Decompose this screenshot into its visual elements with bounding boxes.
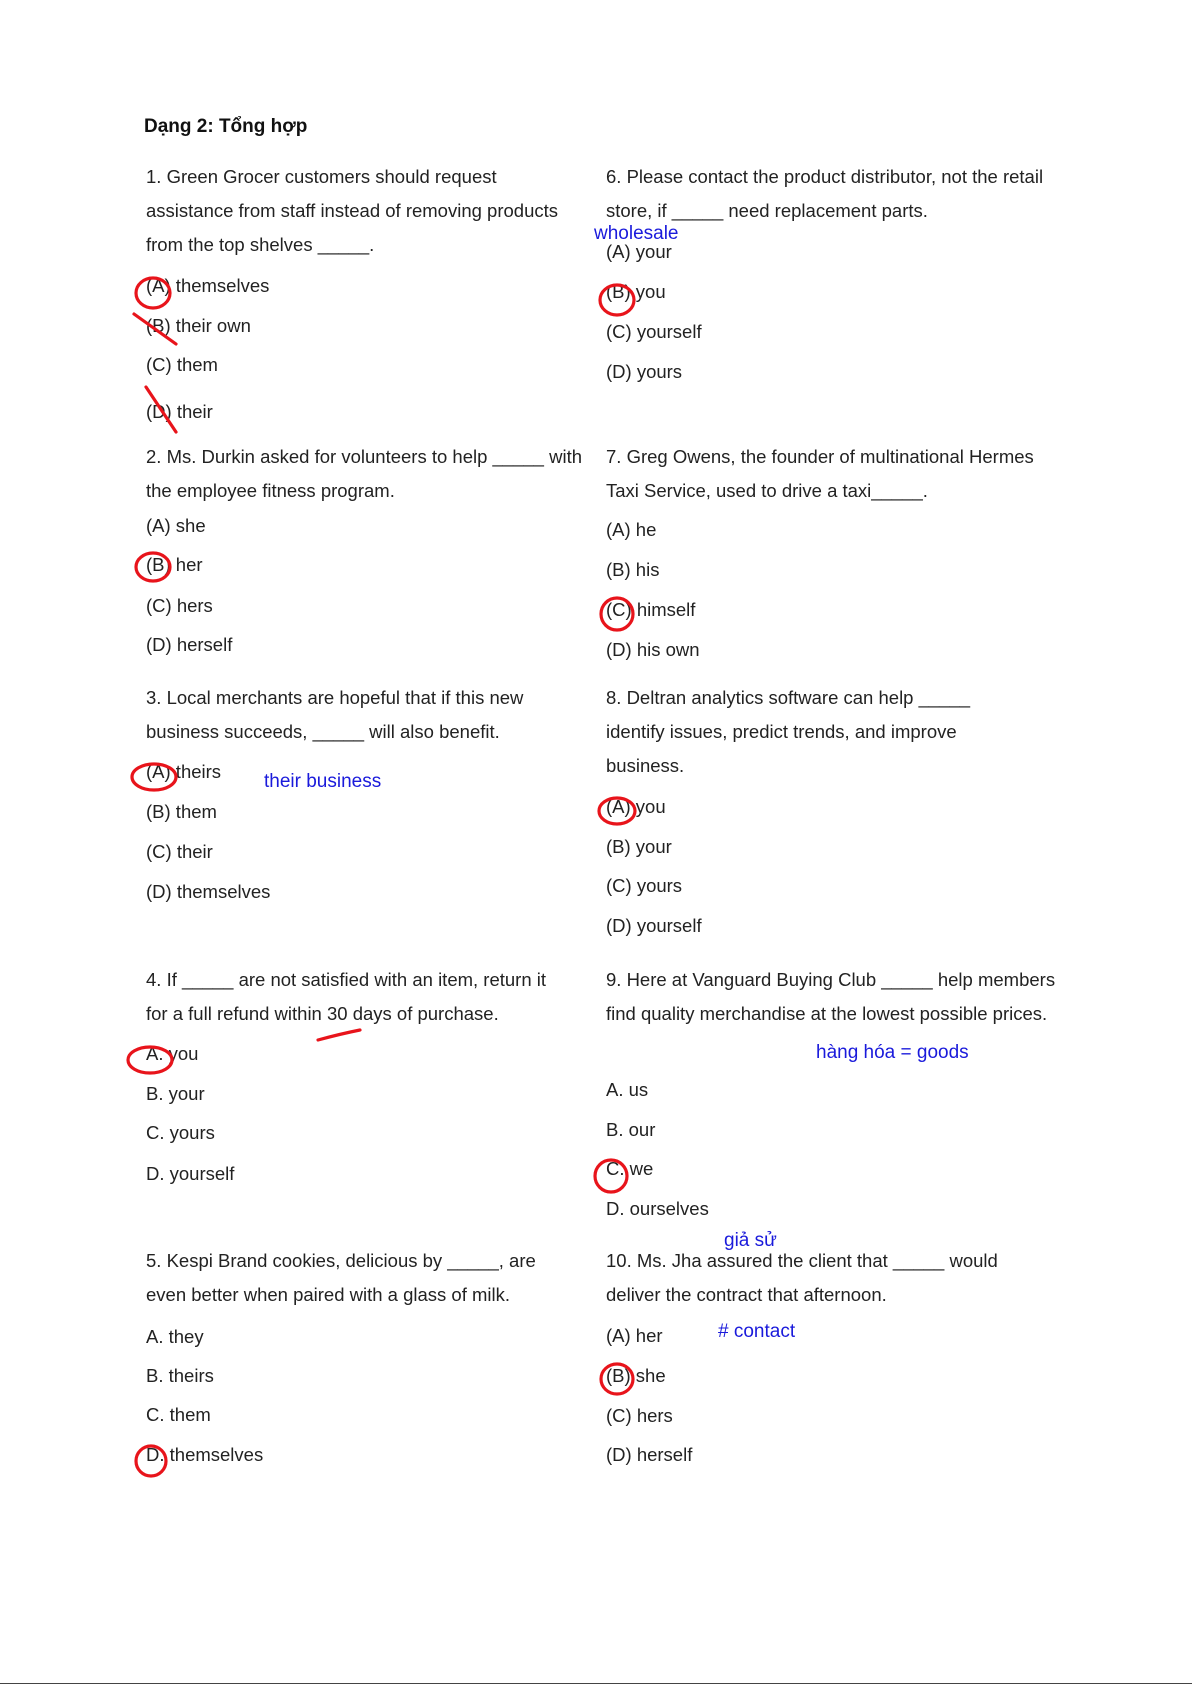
question-9 [606,963,1061,1031]
option: (A) your [606,241,672,262]
question-10 [606,1244,1046,1312]
option: A. they [146,1326,204,1347]
question-3 [146,681,566,749]
option: (A) you [606,796,666,817]
option: (D) herself [606,1444,693,1465]
annotation-contact: # contact [718,1321,796,1342]
option: (A) themselves [146,275,270,296]
option: (C) their [146,841,213,862]
option: C. we [606,1158,654,1179]
question-8 [606,681,1026,783]
question-stem: 10. Ms. Jha assured the client that _____ would deliver the contract that afternoon. [606,1250,998,1305]
question-stem: 9. Here at Vanguard Buying Club _____ help members find quality merchandise at the lowest possible prices. [606,969,1056,1024]
option: (B) your [606,836,672,857]
page-title: Dạng 2: Tổng hợp [144,116,308,137]
option: (D) their [146,401,213,422]
option: B. our [606,1119,656,1140]
option: (D) his own [606,639,700,660]
option: (A) she [146,515,206,536]
question-stem: 6. Please contact the product distributor, not the retail store, if _____ need replacement parts. [606,166,1044,221]
option: (C) yourself [606,321,702,342]
option: C. yours [146,1122,215,1143]
option: A. you [146,1043,199,1064]
option: (B) her [146,554,203,575]
annotation-gia-su: giả sử [724,1230,777,1251]
question-7 [606,440,1046,508]
option: (B) his [606,559,660,580]
option: (D) themselves [146,881,271,902]
option: (B) them [146,801,217,822]
annotation-goods: hàng hóa = goods [816,1042,969,1063]
question-5 [146,1244,566,1312]
option: (C) hers [146,595,213,616]
option: (C) yours [606,875,683,896]
question-2 [146,440,586,508]
option: (B) she [606,1365,666,1386]
question-stem: 8. Deltran analytics software can help _____ identify issues, predict trends, and improve business. [606,687,971,776]
option: (B) you [606,281,666,302]
question-stem: 7. Greg Owens, the founder of multinational Hermes Taxi Service, used to drive a taxi_____. [606,446,1034,501]
annotation-their-business: their business [264,771,382,792]
option: (D) yourself [606,915,702,936]
annotation-wholesale: wholesale [594,223,679,244]
option: D. yourself [146,1163,235,1184]
option: (D) yours [606,361,683,382]
question-1 [146,160,586,262]
option: (C) them [146,354,218,375]
option: (A) theirs [146,761,222,782]
question-6 [606,160,1066,228]
question-4 [146,963,571,1031]
option: (A) he [606,519,657,540]
option: D. themselves [146,1444,264,1465]
option: B. your [146,1083,205,1104]
question-stem: 2. Ms. Durkin asked for volunteers to help _____ with the employee fitness program. [146,446,583,501]
option: D. ourselves [606,1198,709,1219]
option: (C) himself [606,599,696,620]
option: (C) hers [606,1405,673,1426]
option: A. us [606,1079,649,1100]
question-stem: 4. If _____ are not satisfied with an item, return it for a full refund within 30 days of purchase. [146,969,547,1024]
question-stem: 1. Green Grocer customers should request assistance from staff instead of removing products from the top shelves _____. [146,166,558,255]
option: (B) their own [146,315,251,336]
option: B. theirs [146,1365,214,1386]
question-stem: 3. Local merchants are hopeful that if this new business succeeds, _____ will also benefit. [146,687,524,742]
page-bottom-rule [0,1683,1192,1684]
option: (A) her [606,1325,663,1346]
option: (D) herself [146,634,233,655]
question-stem: 5. Kespi Brand cookies, delicious by _____, are even better when paired with a glass of milk. [146,1250,536,1305]
option: C. them [146,1404,211,1425]
underline-mark [318,1030,360,1040]
